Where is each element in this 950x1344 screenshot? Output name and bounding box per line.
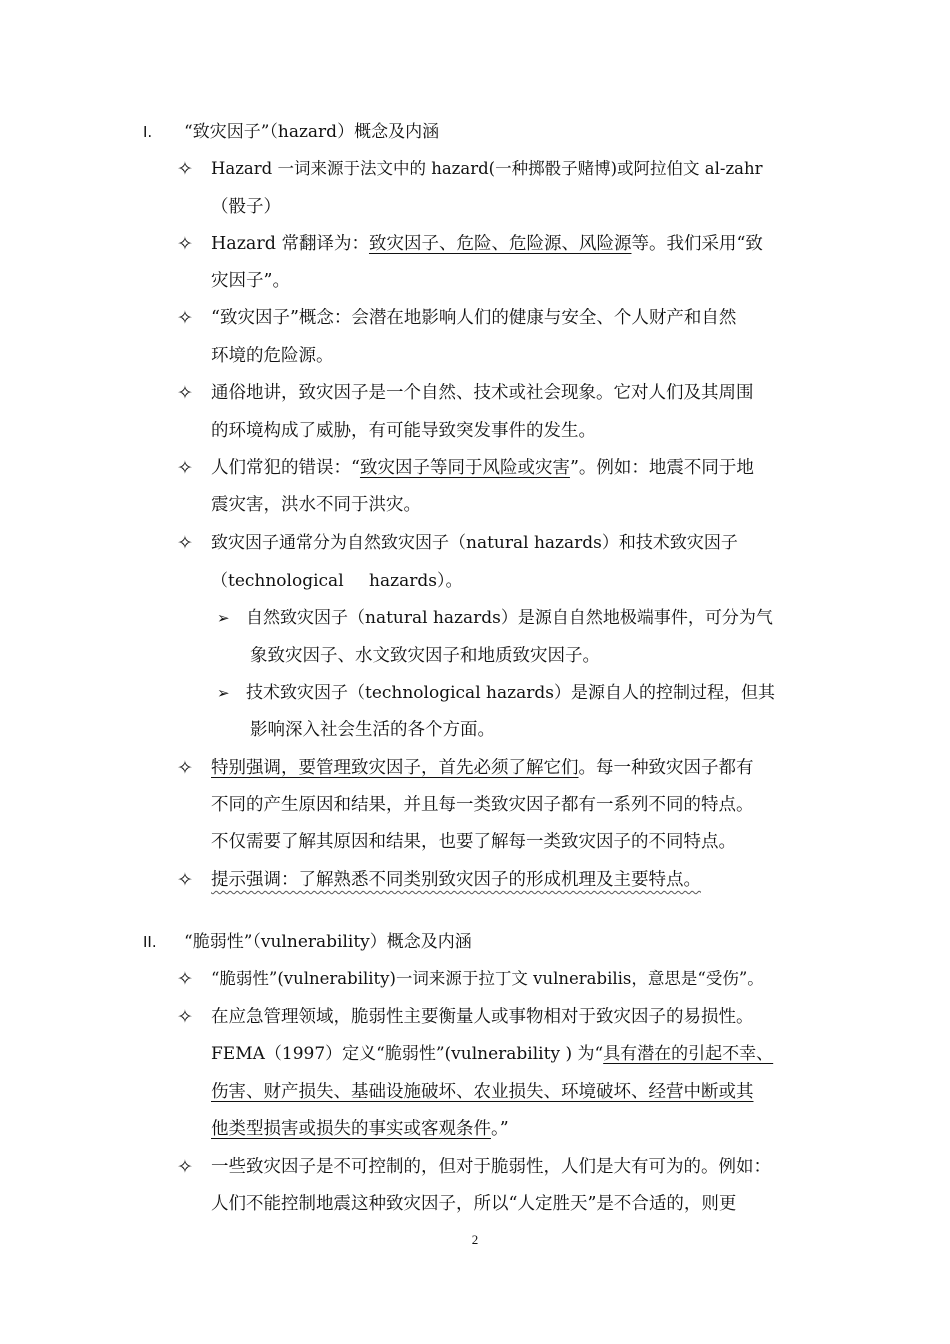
paragraph-line: 象致灾因子、水文致灾因子和地质致灾因子。: [250, 646, 600, 666]
underlined-text: 具有潜在的引起不幸、: [603, 1044, 774, 1064]
paragraph-line: [211, 157, 805, 181]
paragraph-line: “致灾因子”概念：会潜在地影响人们的健康与安全、个人财产和自然: [211, 308, 737, 328]
arrow-bullet-icon: ➢: [217, 684, 230, 702]
diamond-bullet-icon: ✧: [177, 307, 193, 329]
paragraph-line: （technological hazards）。: [211, 571, 463, 591]
paragraph-line: （骰子）: [211, 197, 281, 217]
text: Hazard 常翻译为：: [211, 234, 369, 254]
highlighted-note: 提示强调：了解熟悉不同类别致灾因子的形成机理及主要特点。: [211, 870, 701, 890]
paragraph-line: 在应急管理领域，脆弱性主要衡量人或事物相对于致灾因子的易损性。: [211, 1007, 754, 1027]
diamond-bullet-icon: ✧: [177, 1156, 193, 1178]
paragraph-line: 一些致灾因子是不可控制的，但对于脆弱性，人们是大有可为的。例如：: [211, 1157, 771, 1177]
diamond-bullet-icon: ✧: [177, 757, 193, 779]
text: 。每一种致灾因子都有: [578, 758, 754, 778]
paragraph-line: 技术致灾因子（technological hazards）是源自人的控制过程，但其: [246, 683, 775, 703]
section-number: I.: [143, 123, 153, 141]
text: FEMA（1997）定义“脆弱性”(vulnerability ) 为“: [211, 1044, 604, 1064]
diamond-bullet-icon: ✧: [177, 233, 193, 255]
text: ”。例如：地震不同于地: [569, 458, 754, 478]
underlined-text: 他类型损害或损失的事实或客观条件: [211, 1119, 491, 1139]
paragraph-line: 环境的危险源。: [211, 346, 334, 366]
diamond-bullet-icon: ✧: [177, 532, 193, 554]
paragraph-line: [211, 756, 754, 780]
paragraph-line: 的环境构成了威胁，有可能导致突发事件的发生。: [211, 421, 596, 441]
paragraph-line: 震灾害，洪水不同于洪灾。: [211, 495, 421, 515]
paragraph-line: 不同的产生原因和结果，并且每一类致灾因子都有一系列不同的特点。: [211, 795, 754, 815]
paragraph-line: 灾因子”。: [211, 271, 290, 291]
text: Hazard 一词来源于法文中的 hazard(一种掷骰子赌博)或阿拉伯文 al-zahr: [211, 159, 763, 178]
diamond-bullet-icon: ✧: [177, 968, 193, 990]
paragraph-line: “脆弱性”(vulnerability)一词来源于拉丁文 vulnerabilis，意思是“受伤”。: [211, 969, 764, 988]
diamond-bullet-icon: ✧: [177, 382, 193, 404]
section-heading: “脆弱性”（vulnerability）概念及内涵: [184, 932, 472, 952]
underlined-text: 致灾因子、危险、危险源、风险源: [368, 234, 632, 254]
paragraph-line: 不仅需要了解其原因和结果，也要了解每一类致灾因子的不同特点。: [211, 832, 736, 852]
text: 等。我们采用“致: [631, 234, 763, 254]
underlined-paragraph-line: 伤害、财产损失、基础设施破坏、农业损失、环境破坏、经营中断或其: [211, 1082, 754, 1102]
paragraph-line: 自然致灾因子（natural hazards）是源自自然地极端事件，可分为气: [246, 608, 773, 628]
page-number: 2: [471, 1232, 479, 1247]
diamond-bullet-icon: ✧: [177, 869, 193, 891]
paragraph-line: [211, 1117, 509, 1141]
section-heading: “致灾因子”（hazard）概念及内涵: [184, 122, 440, 142]
paragraph-line: 影响深入社会生活的各个方面。: [250, 720, 495, 740]
paragraph-line: [211, 232, 805, 256]
underlined-text: 特别强调，要管理致灾因子，首先必须了解它们: [211, 758, 579, 778]
diamond-bullet-icon: ✧: [177, 1006, 193, 1028]
paragraph-line: [211, 456, 754, 480]
underlined-text: 致灾因子等同于风险或灾害: [359, 458, 570, 478]
arrow-bullet-icon: ➢: [217, 609, 230, 627]
paragraph-line: 致灾因子通常分为自然致灾因子（natural hazards）和技术致灾因子: [211, 533, 738, 553]
paragraph-line: 人们不能控制地震这种致灾因子，所以“人定胜天”是不合适的，则更: [211, 1194, 737, 1214]
paragraph-line: [211, 1042, 773, 1066]
section-number: II.: [143, 933, 157, 951]
diamond-bullet-icon: ✧: [177, 457, 193, 479]
paragraph-line: 通俗地讲，致灾因子是一个自然、技术或社会现象。它对人们及其周围: [211, 383, 754, 403]
text: 。”: [491, 1119, 509, 1139]
diamond-bullet-icon: ✧: [177, 158, 193, 180]
text: 人们常犯的错误：“: [211, 458, 360, 478]
